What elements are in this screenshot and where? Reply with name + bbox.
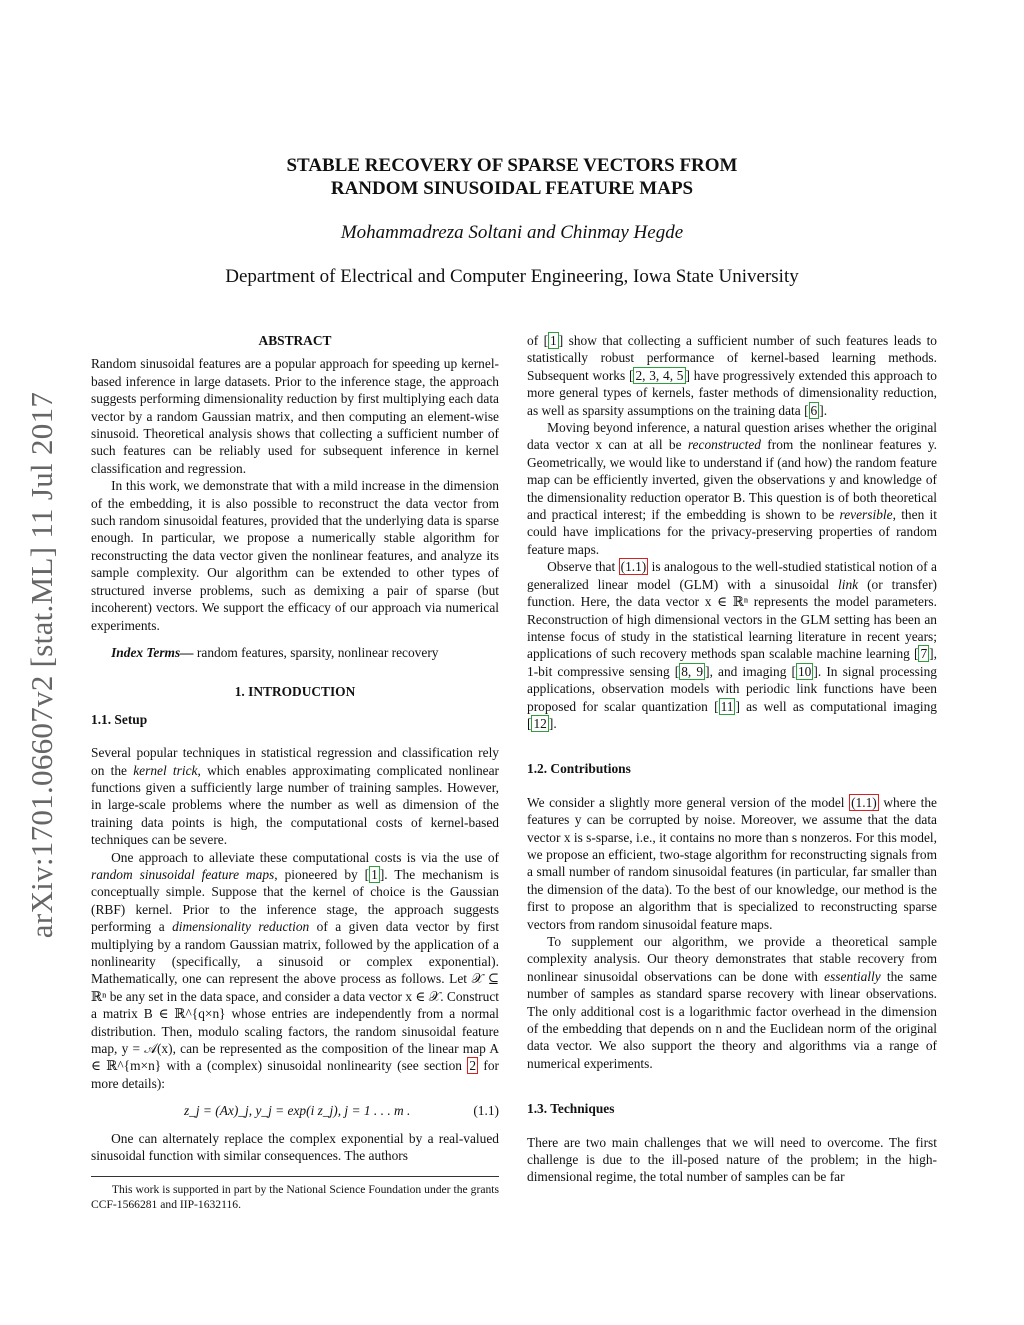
- citation-link[interactable]: 11: [720, 698, 734, 714]
- equation-body: z_j = (Ax)_j, y_j = exp(i z_j), j = 1 . . . m .: [183, 1103, 411, 1119]
- link-term: link: [838, 576, 859, 592]
- citation-link[interactable]: 12: [533, 715, 547, 731]
- index-terms: [91, 644, 499, 661]
- contributions-paragraph-2: To supplement our algorithm, we provide a theoretical sample complexity analysis. Our theory demonstrates that stable recovery from nonlinear sinusoidal observations can be done with essentially the same number of samples as standard sparse recovery with linear observations. The only additional cost is a logarithmic factor overhead in the dimension of the embedding that depends on n and the Euclidean norm of the original data vector. We also support the theory and algorithms via a range of numerical experiments.: [527, 934, 937, 1071]
- affiliation: Department of Electrical and Computer Engineering, Iowa State University: [225, 266, 799, 287]
- right-column: [527, 332, 937, 1186]
- abstract-paragraph-2: In this work, we demonstrate that with a mild increase in the dimension of the embedding, it is also possible to reconstruct the data vector from such random sinusoidal features, provided that the underlying data is sparse enough. In particular, we propose a numerically stable algorithm for reconstructing the data vector given the nonlinear features, and analyze its sample complexity. Our algorithm can be extended to other types of structured inverse problems, such as demixing a pair of sparse (but incoherent) vectors. We support the efficacy of our approach via numerical experiments.: [91, 478, 499, 633]
- rsfm-term: random sinusoidal feature maps: [91, 866, 275, 882]
- right-paragraph-3: Observe that (1.1) is analogous to the well-studied statistical notion of a generalized linear model (GLM) with a sinusoidal link (or transfer) function. Here, the data vector x ∈ ℝⁿ represents the model parameters. Reconstruction of high dimensional vectors in the GLM setting has been an intense focus of study in the statistical learning literature in recent years; applications of such recovery methods span scalable machine learning [ 7 ], 1-bit compressive sensing [ 8, 9 ], and imaging [ 10 ]. In signal processing applications, observation models with periodic link functions have been proposed for scalar quantization [ 11 ] as well as computational imaging [ 12 ].: [527, 559, 937, 731]
- dimensionality-reduction-term: dimensionality reduction: [172, 919, 310, 935]
- setup-paragraph-1: Several popular techniques in statistical regression and classification rely on the kernel trick, which enables approximating complicated nonlinear functions given a sufficiently large number of training samples. However, in large-scale problems where the number as well as dimension of the training data points is high, the computational costs of kernel-based techniques can be severe.: [91, 745, 500, 848]
- techniques-paragraph-1: There are two main challenges that we will need to overcome. The first challenge is due to the ill-posed nature of the problem; in the high-dimensional regime, the total number of samples can be far: [527, 1134, 937, 1185]
- citation-link[interactable]: 7: [920, 646, 928, 662]
- abstract-paragraph-1: Random sinusoidal features are a popular approach for speeding up kernel-based inference in large datasets. Prior to the inference stage, the approach suggests performing dimensionality reduction by first multiplying each data vector by a random Gaussian matrix, and then computing an element-wise sinusoid. Theoretical analysis shows that collecting a sufficient number of such features can be reliably used for subsequent inference in kernel classification and regression.: [91, 356, 499, 476]
- subsection-heading-techniques: 1.3. Techniques: [527, 1101, 615, 1117]
- right-paragraph-2: Moving beyond inference, a natural question arises whether the original data vector x can at all be reconstructed from the nonlinear features y. Geometrically, we would like to understand if (and how) the random feature map can be efficiently inverted, given the observations y and knowledge of the dimensionality reduction operator B. This question is of both theoretical and practical interest; if the embedding is shown to be reversible, then it could have implications for the privacy-preserving properties of random feature maps.: [527, 420, 937, 557]
- paper-title: [0, 154, 1024, 200]
- setup-paragraph-3: One can alternately replace the complex exponential by a real-valued sinusoidal function with similar consequences. The authors: [91, 1130, 499, 1164]
- title-line-2: RANDOM SINUSOIDAL FEATURE MAPS: [330, 178, 694, 199]
- arxiv-id: arXiv:1701.06607v2 [stat.ML] 11 Jul 2017: [24, 391, 59, 939]
- setup-paragraph-2: One approach to alleviate these computational costs is via the use of random sinusoidal feature maps, pioneered by [ 1 ]. The mechanism is conceptually simple. Suppose that the kernel of choice is the Gaussian (RBF) kernel. Prior to the inference stage, the approach suggests performing a dimensionality reduction of a given data vector by first multiplying by a random Gaussian matrix, followed by the application of a nonlinearity (specifically, a sinusoid or complex exponential). Mathematically, one can represent the above process as follows. Let 𝒳 ⊆ ℝⁿ be any set in the data space, and consider a data vector x ∈ 𝒳. Construct a matrix B ∈ ℝ^{q×n} whose entries are independently from a normal distribution. Then, modulo scaling factors, the random sinusoidal feature map, y = 𝒜(x), can be represented as the composition of the linear map A ∈ ℝ^{m×n} with a (complex) sinusoidal nonlinearity (see section 2 for more details):: [91, 849, 500, 1091]
- equation-1-1: [91, 1102, 499, 1119]
- contributions-paragraph-1: We consider a slightly more general version of the model (1.1) where the features y can be corrupted by noise. Moreover, we assume that the data vector x is s-sparse, i.e., it contains no more than s nonzeros. For this model, we propose an efficient, two-stage algorithm for reconstructing signals from a small number of random sinusoidal features (in particular, far smaller than the dimension of the data). To the best of our knowledge, our method is the first to propose an algorithm that is specialized to reconstructing sparse vectors from random sinusoidal feature maps.: [527, 794, 937, 932]
- equation-reference-link[interactable]: (1.1): [620, 559, 647, 575]
- reconstructed-term: reconstructed: [687, 437, 761, 453]
- citation-link[interactable]: 10: [797, 663, 812, 679]
- equation-number: (1.1): [473, 1103, 499, 1119]
- left-column: [91, 332, 499, 1164]
- authors: Mohammadreza Soltani and Chinmay Hegde: [340, 222, 684, 243]
- citation-link[interactable]: 8, 9: [681, 663, 704, 679]
- equation-reference-link[interactable]: (1.1): [851, 794, 877, 810]
- kernel-trick-term: kernel trick: [133, 762, 198, 778]
- right-paragraph-1: of [ 1 ] show that collecting a sufficient number of such features leads to statistically robust performance of kernel-based learning methods. Subsequent works [ 2, 3, 4, 5 ] have progressively extended this approach to more general types of kernels, faster methods of dimensionality reduction, as well as sparsity assumptions on the training data [ 6 ].: [527, 333, 938, 418]
- footnote: [91, 1176, 499, 1212]
- title-line-1: STABLE RECOVERY OF SPARSE VECTORS FROM: [286, 155, 738, 176]
- arxiv-sidebar-stamp: [22, 355, 62, 975]
- essentially-term: essentially: [824, 968, 881, 984]
- subsection-heading-setup: 1.1. Setup: [91, 711, 148, 727]
- index-terms-label: Index Terms—: [111, 644, 194, 660]
- citation-link[interactable]: 1: [550, 333, 557, 348]
- reversible-term: reversible: [839, 507, 893, 523]
- citation-link[interactable]: 6: [810, 402, 818, 418]
- index-terms-text: random features, sparsity, nonlinear recovery: [196, 644, 439, 660]
- subsection-heading-contributions: 1.2. Contributions: [527, 761, 631, 777]
- section-heading-introduction: 1. INTRODUCTION: [234, 684, 356, 700]
- citation-link[interactable]: 2, 3, 4, 5: [635, 367, 684, 383]
- footnote-text: This work is supported in part by the National Science Foundation under the grants CCF-1566281 and IIP-1632116.: [91, 1183, 499, 1211]
- section-reference-link[interactable]: 2: [469, 1058, 477, 1074]
- citation-link[interactable]: 1: [371, 866, 378, 882]
- abstract-heading: ABSTRACT: [258, 333, 332, 348]
